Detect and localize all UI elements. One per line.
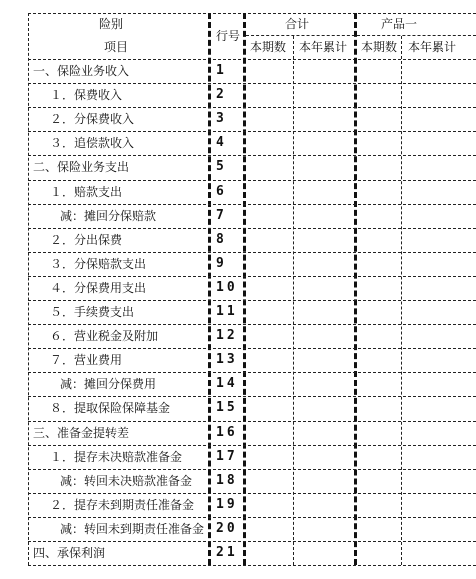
item-header-bottom: 项目 — [104, 40, 129, 54]
group-divider — [354, 13, 357, 565]
row-label: ２．提存未到期责任准备金 — [50, 497, 195, 512]
row-label: ７．营业费用 — [50, 353, 123, 368]
row-number: 4 — [216, 135, 227, 151]
row-number: 9 — [216, 255, 227, 271]
row-number: 2 — [216, 87, 227, 103]
row-label: 减：转回未到期责任准备金 — [60, 521, 205, 536]
total-current-period-header: 本期数 — [250, 40, 287, 54]
total-group-header: 合计 — [285, 17, 310, 31]
row-number: 10 — [216, 279, 238, 295]
row-number: 12 — [216, 328, 238, 344]
top-border — [28, 13, 476, 14]
row-number: 5 — [216, 159, 227, 175]
row-number: 13 — [216, 352, 238, 368]
row-divider — [28, 155, 476, 156]
row-number: 20 — [216, 520, 238, 536]
row-divider — [28, 541, 476, 542]
row-label: 一、保险业务收入 — [33, 64, 130, 78]
row-number: 16 — [216, 424, 238, 440]
row-label: 二、保险业务支出 — [33, 160, 130, 175]
row-label: ４．分保费用支出 — [50, 280, 147, 295]
product-current-period-header: 本期数 — [361, 40, 398, 54]
row-number: 8 — [216, 231, 227, 247]
row-label: 减：转回未决赔款准备金 — [60, 473, 193, 488]
row-number: 15 — [216, 400, 238, 416]
row-divider — [28, 83, 476, 84]
group-header-divider — [246, 35, 476, 36]
row-divider — [28, 204, 476, 205]
row-number: 1 — [216, 63, 227, 78]
item-column-divider — [208, 13, 211, 565]
row-number: 7 — [216, 207, 227, 223]
row-label: ６．营业税金及附加 — [50, 329, 159, 344]
product-group-header: 产品一 — [381, 17, 418, 31]
row-label: ３．追偿款收入 — [50, 136, 135, 151]
row-label: 减：摊回分保赔款 — [60, 208, 157, 223]
row-divider — [28, 517, 476, 518]
row-label: 四、承保利润 — [33, 546, 106, 560]
row-number: 14 — [216, 376, 238, 392]
row-number: 17 — [216, 448, 238, 464]
row-number: 11 — [216, 304, 238, 319]
left-border — [28, 13, 29, 565]
row-no-column-divider — [243, 13, 246, 565]
row-label: ２．分保费收入 — [50, 112, 135, 127]
row-divider — [28, 421, 476, 422]
row-label: ２．分出保费 — [50, 232, 123, 247]
row-divider — [28, 131, 476, 132]
row-divider — [28, 445, 476, 446]
product-ytd-header: 本年累计 — [408, 40, 457, 54]
bottom-border — [28, 565, 476, 566]
row-divider — [28, 348, 476, 349]
row-number: 21 — [216, 545, 238, 560]
row-label: ５．手续费支出 — [50, 305, 135, 319]
row-divider — [28, 276, 476, 277]
item-header-top: 险别 — [99, 17, 124, 31]
row-divider — [28, 324, 476, 325]
row-divider — [28, 396, 476, 397]
row-divider — [28, 252, 476, 253]
header-bottom-border — [28, 59, 476, 60]
row-divider — [28, 107, 476, 108]
row-number: 18 — [216, 472, 238, 488]
row-divider — [28, 372, 476, 373]
row-divider — [28, 228, 476, 229]
row-number: 19 — [216, 496, 238, 512]
row-divider — [28, 180, 476, 181]
row-no-header: 行号 — [216, 29, 241, 43]
row-number: 3 — [216, 111, 227, 127]
row-divider — [28, 300, 476, 301]
row-label: ８．提取保险保障基金 — [50, 401, 171, 416]
row-label: 减：摊回分保费用 — [60, 377, 157, 392]
row-label: ３．分保赔款支出 — [50, 256, 147, 271]
row-divider — [28, 493, 476, 494]
row-label: １．赔款支出 — [50, 184, 123, 199]
row-number: 6 — [216, 183, 227, 199]
row-label: １．保费收入 — [50, 88, 123, 103]
row-label: １．提存未决赔款准备金 — [50, 449, 183, 464]
row-label: 三、准备金提转差 — [33, 425, 130, 440]
row-divider — [28, 469, 476, 470]
total-ytd-header: 本年累计 — [299, 40, 348, 54]
